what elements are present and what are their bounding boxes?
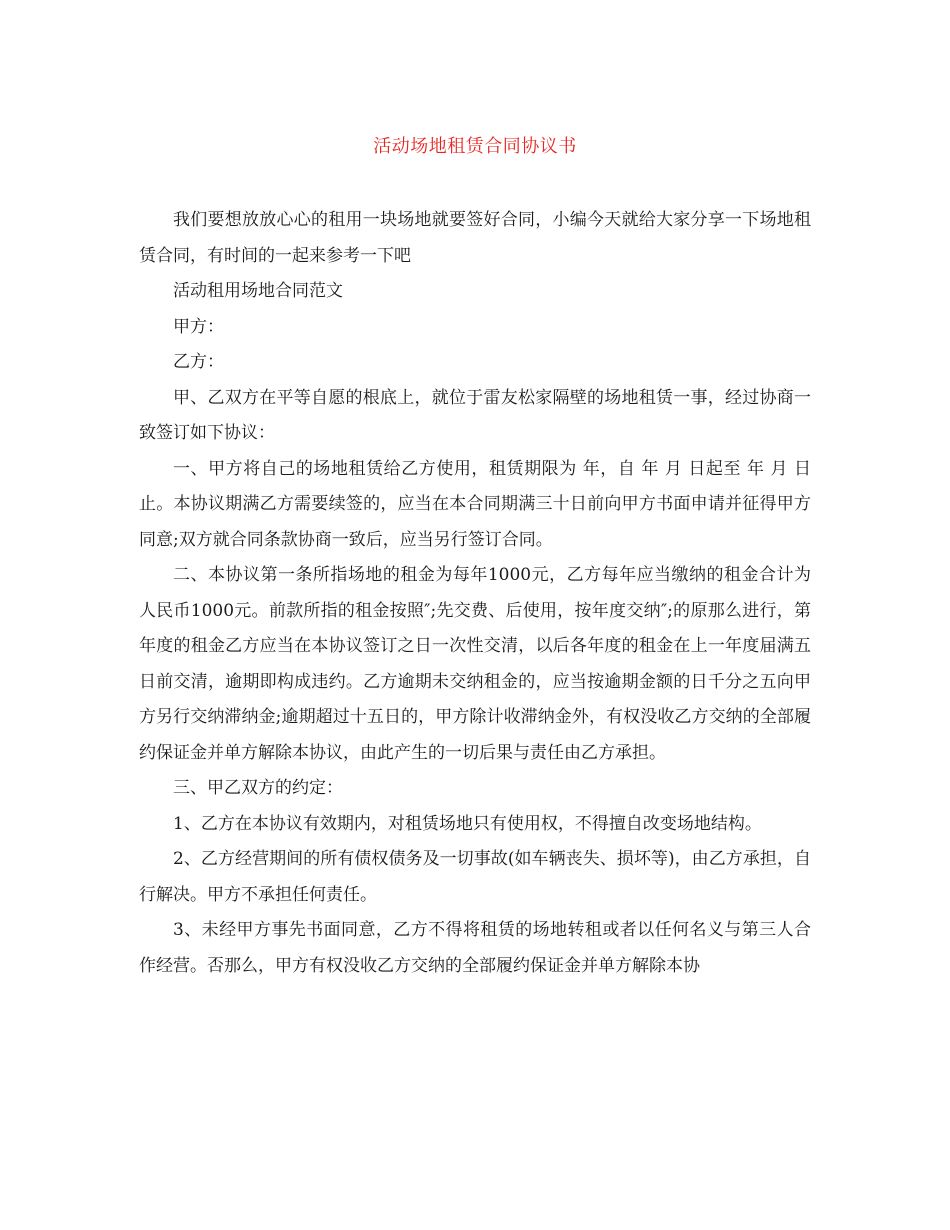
document-body [139, 203, 811, 984]
paragraph-preamble: 甲、乙双方在平等自愿的根底上，就位于雷友松家隔壁的场地租赁一事，经过协商一致签订如下协议： [139, 387, 811, 443]
paragraph-item-3: 3、未经甲方事先书面同意，乙方不得将租赁的场地转租或者以任何名义与第三人合作经营。否那么，甲方有权没收乙方交纳的全部履约保证金并单方解除本协 [139, 920, 811, 976]
document-title: 活动场地租赁合同协议书 [373, 136, 577, 157]
paragraph-item-1: 1、乙方在本协议有效期内，对租赁场地只有使用权，不得擅自改变场地结构。 [173, 813, 762, 834]
paragraph-clause-2: 二、本协议第一条所指场地的租金为每年1000元，乙方每年应当缴纳的租金合计为人民币1000元。前款所指的租金按照″;先交费、后使用，按年度交纳″;的原那么进行，第年度的租金乙方应当在本协议签订之日一次性交清，以后各年度的租金在上一年度届满五日前交清，逾期即构成违约。乙方逾期未交纳租金的，应当按逾期金额的日千分之五向甲方另行交纳滞纳金;逾期超过十五日的，甲方除计收滞纳金外，有权没收乙方交纳的全部履约保证金并单方解除本协议，由此产生的一切后果与责任由乙方承担。 [139, 565, 811, 763]
paragraph-subtitle: 活动租用场地合同范文 [173, 281, 343, 301]
paragraph-intro: 我们要想放放心心的租用一块场地就要签好合同，小编今天就给大家分享一下场地租赁合同，有时间的一起来参考一下吧 [139, 210, 811, 266]
paragraph-party-a: 甲方： [173, 316, 224, 337]
paragraph-item-2: 2、乙方经营期间的所有债权债务及一切事故(如车辆丧失、损坏等)，由乙方承担，自行解决。甲方不承担任何责任。 [139, 849, 811, 905]
paragraph-party-b: 乙方： [173, 352, 224, 372]
paragraph-clause-3: 三、甲乙双方的约定： [173, 778, 343, 798]
paragraph-clause-1: 一、甲方将自己的场地租赁给乙方使用，租赁期限为 年，自 年 月 日起至 年 月 日止。本协议期满乙方需要续签的，应当在本合同期满三十日前向甲方书面申请并征得甲方同意;双方就合同条款协商一致后，应当另行签订合同。 [139, 458, 811, 550]
